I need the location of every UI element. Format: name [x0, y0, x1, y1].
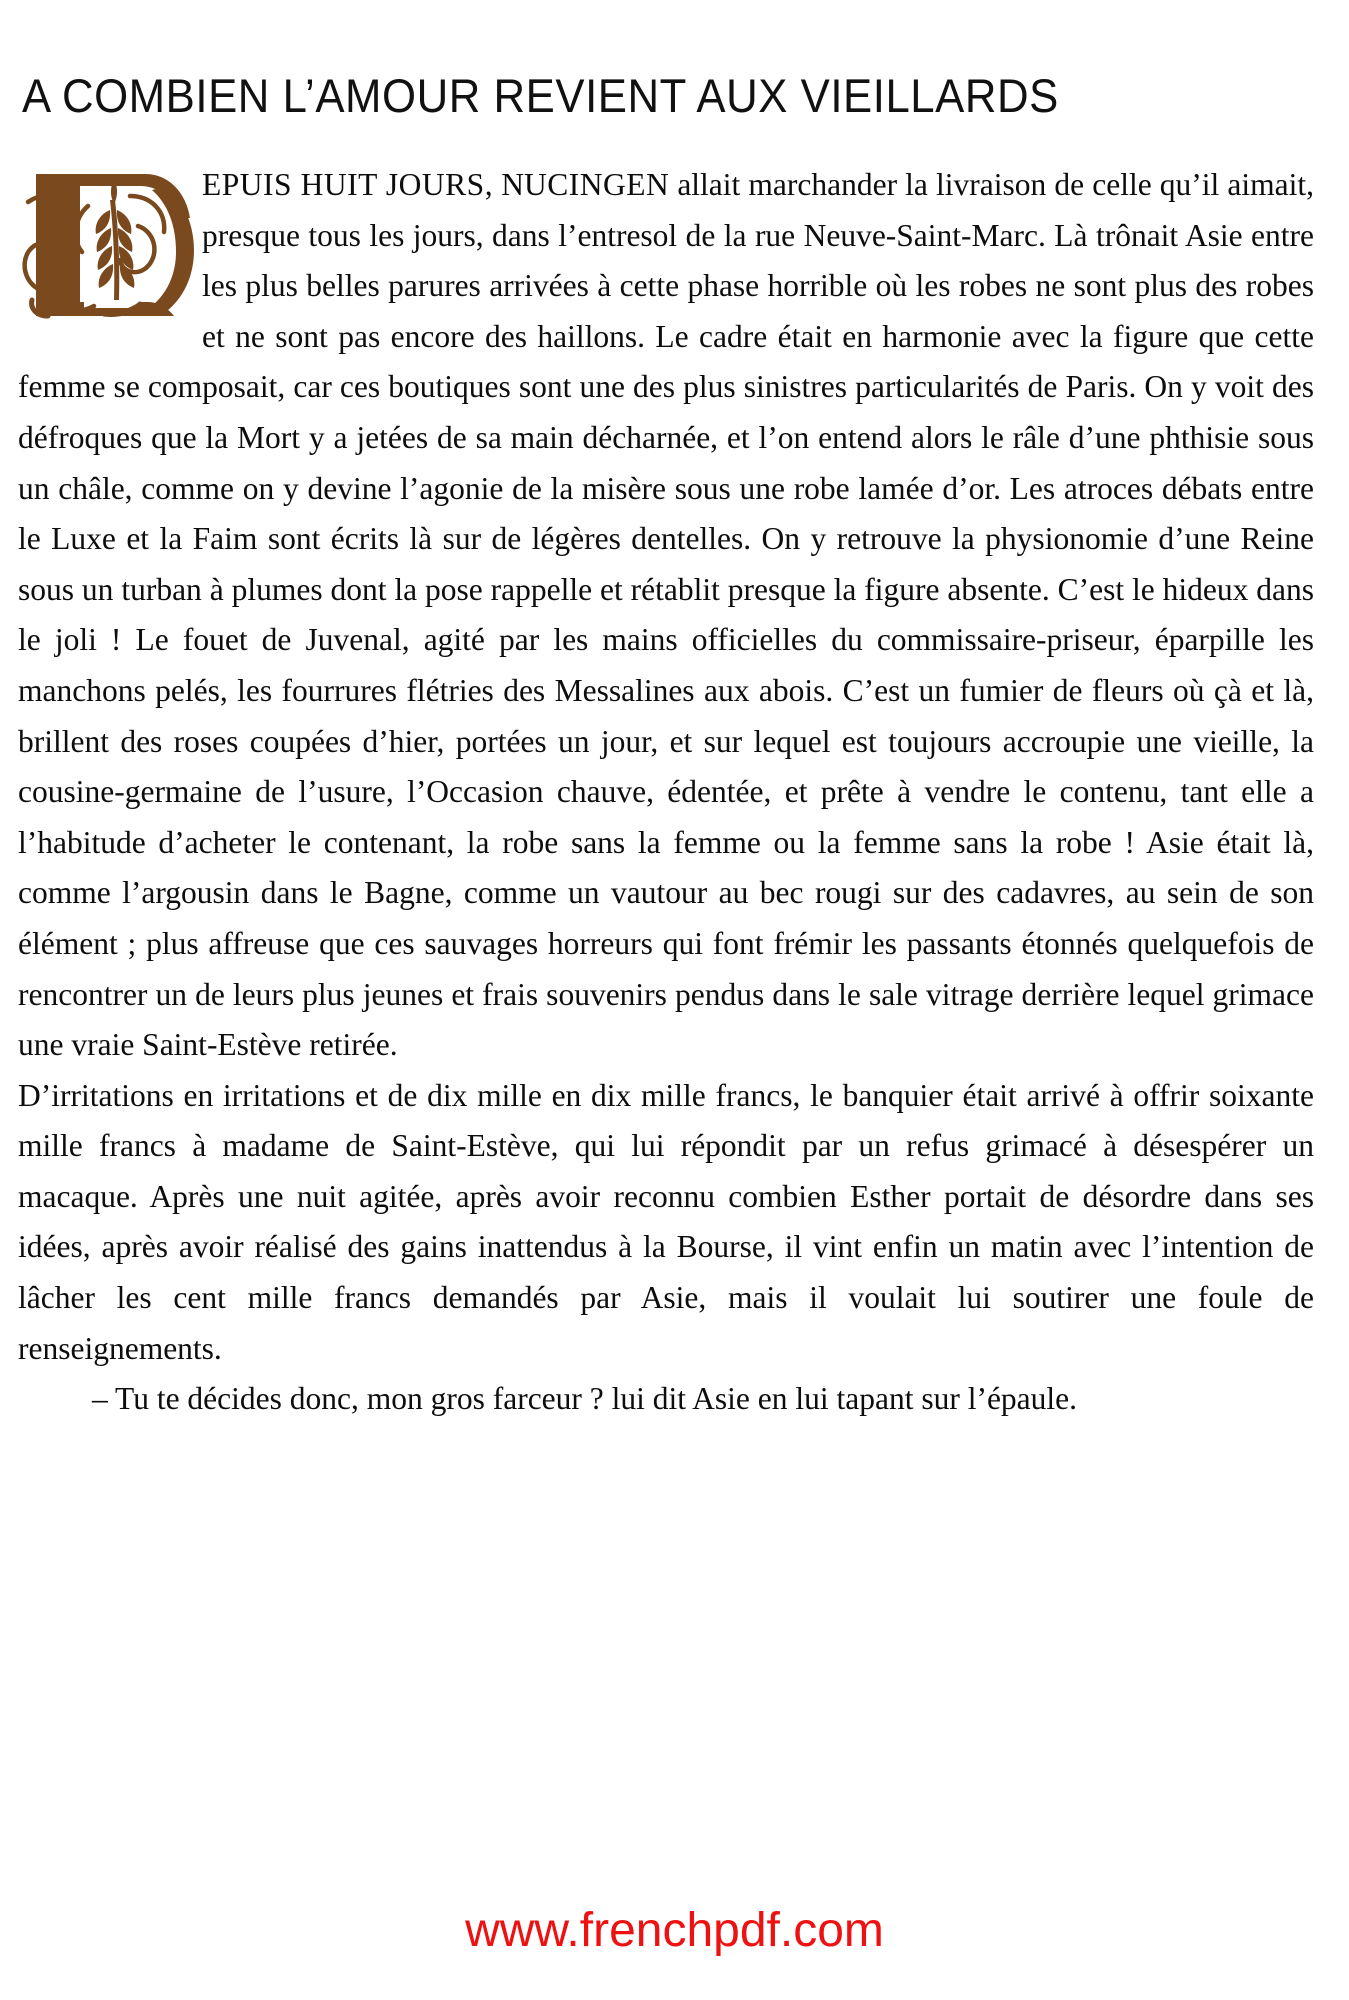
footer-watermark: www.frenchpdf.com [465, 1904, 884, 1957]
opening-smallcaps-depuis: EPUIS HUIT JOURS, [202, 167, 494, 202]
paragraph-dialogue: – Tu te décides donc, mon gros farceur ? lui dit Asie en lui tapant sur l’épaule. [92, 1381, 1078, 1417]
paragraph-first [18, 160, 1314, 1071]
body-text-block [18, 160, 1314, 1425]
chapter-title: A COMBIEN L’AMOUR REVIENT AUX VIEILLARDS [22, 69, 1059, 123]
opening-smallcaps-nucingen: UCINGEN [523, 167, 670, 202]
dropcap-ornament-icon [18, 166, 194, 322]
paragraph-second: D’irritations en irritations et de dix mille en dix mille francs, le banquier était arrivé à offrir soixante mille francs à madame de Saint-Estève, qui lui répondit par un refus grimacé à désespérer un macaque. Après une nuit agitée, après avoir reconnu combien Esther portait de désordre dans ses idées, après avoir réalisé des gains inattendus à la Bourse, il vint enfin un matin avec l’intention de lâcher les cent mille francs demandés par Asie, mais il voulait lui soutirer une foule de renseignements. [18, 1077, 1314, 1366]
opening-n: N [493, 167, 524, 202]
paragraph-first-body: allait marchander la livraison de celle qu’il aimait, presque tous les jours, dans l’entresol de la rue Neuve-Saint-Marc. Là trônait Asie entre les plus belles parures arrivées à cette phase horrible où les robes ne sont plus des robes et ne sont pas encore des haillons. Le cadre était en harmonie avec la figure que cette femme se composait, car ces boutiques sont une des plus sinistres particularités de Paris. On y voit des défroques que la Mort y a jetées de sa main décharnée, et l’on entend alors le râle d’une phthisie sous un châle, comme on y devine l’agonie de la misère sous une robe lamée d’or. Les atroces débats entre le Luxe et la Faim sont écrits là sur de légères dentelles. On y retrouve la physionomie d’une Reine sous un turban à plumes dont la pose rappelle et rétablit presque la figure absente. C’est le hideux dans le joli ! Le fouet de Juvenal, agité par les mains officielles du commissaire-priseur, éparpille les manchons pelés, les fourrures flétries des Messalines aux abois. C’est un fumier de fleurs où çà et là, brillent des roses coupées d’hier, portées un jour, et sur lequel est toujours accroupie une vieille, la cousine-germaine de l’usure, l’Occasion chauve, édentée, et prête à vendre le contenu, tant elle a l’habitude d’acheter le contenant, la robe sans la femme ou la femme sans la robe ! Asie était là, comme l’argousin dans le Bagne, comme un vautour au bec rougi sur des cadavres, au sein de son élément ; plus affreuse que ces sauvages horreurs qui font frémir les passants étonnés quelquefois de rencontrer un de leurs plus jeunes et frais souvenirs pendus dans le sale vitrage derrière lequel grimace une vraie Saint-Estève retirée. [18, 167, 1315, 1063]
dropcap-initial-d [18, 166, 194, 322]
